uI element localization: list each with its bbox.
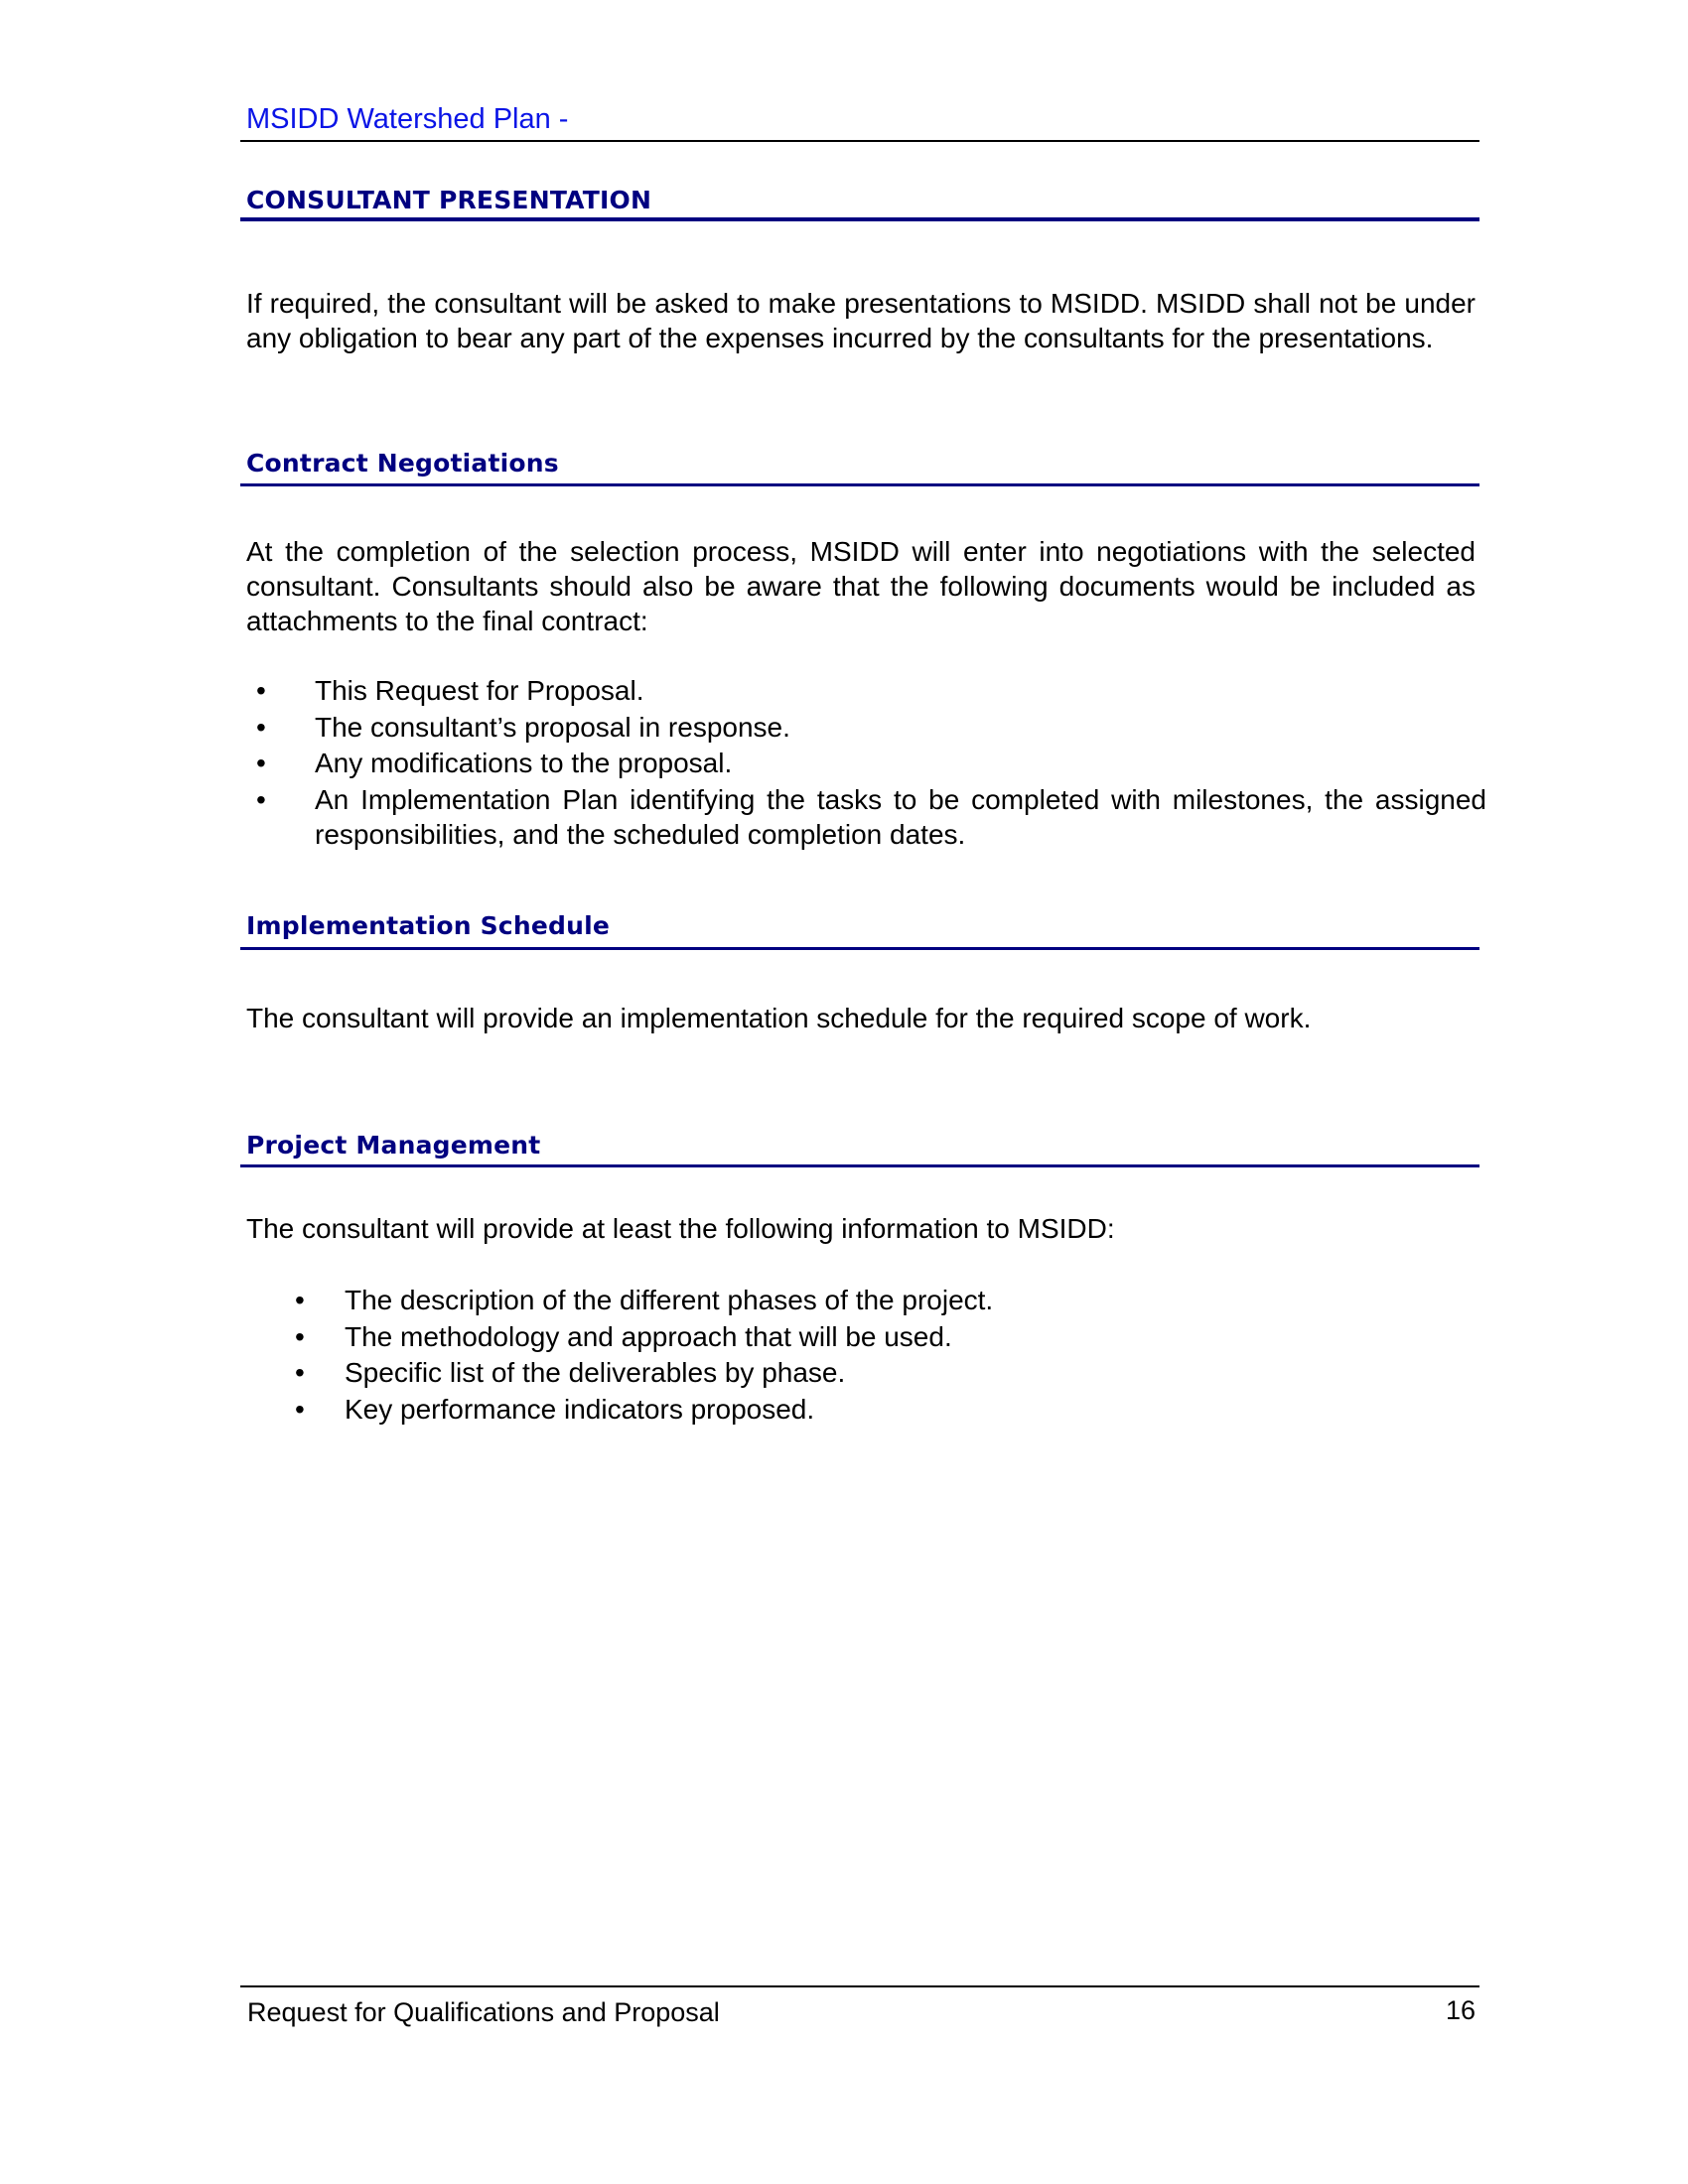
heading-rule bbox=[240, 483, 1479, 486]
bullet-icon: • bbox=[256, 675, 266, 706]
paragraph: The consultant will provide at least the following information to MSIDD: bbox=[246, 1213, 1115, 1244]
list-item: • Key performance indicators proposed. bbox=[295, 1392, 993, 1429]
footer-text: Request for Qualifications and Proposal bbox=[247, 1997, 720, 2027]
list-item: • Any modifications to the proposal. bbox=[256, 746, 1486, 782]
heading-implementation-schedule: Implementation Schedule bbox=[246, 911, 610, 940]
bullet-icon: • bbox=[256, 783, 266, 815]
running-header: MSIDD Watershed Plan - bbox=[246, 103, 569, 135]
heading-consultant-presentation: CONSULTANT PRESENTATION bbox=[246, 186, 652, 214]
heading-project-management: Project Management bbox=[246, 1131, 541, 1160]
list-item: • This Request for Proposal. bbox=[256, 673, 1486, 710]
list-item: • Specific list of the deliverables by phase. bbox=[295, 1355, 993, 1392]
heading-contract-negotiations: Contract Negotiations bbox=[246, 449, 559, 478]
bullet-icon: • bbox=[295, 1393, 305, 1425]
bullet-list bbox=[256, 673, 1486, 852]
paragraph: The consultant will provide an implementation schedule for the required scope of work. bbox=[246, 1003, 1312, 1033]
list-item: • An Implementation Plan identifying the tasks to be completed with milestones, the assigned responsibilities, and the scheduled completion dates. bbox=[256, 783, 1486, 850]
bullet-icon: • bbox=[295, 1285, 305, 1315]
bullet-icon: • bbox=[256, 748, 266, 778]
bullet-icon: • bbox=[295, 1320, 305, 1352]
list-item: • The consultant’s proposal in response. bbox=[256, 710, 1486, 747]
heading-rule bbox=[240, 1164, 1479, 1167]
bullet-list bbox=[295, 1283, 993, 1428]
heading-rule bbox=[240, 947, 1479, 950]
list-item: • The methodology and approach that will be used. bbox=[295, 1319, 993, 1356]
header-rule bbox=[240, 140, 1479, 142]
page-number: 16 bbox=[1445, 1995, 1476, 2025]
bullet-icon: • bbox=[256, 711, 266, 743]
paragraph: If required, the consultant will be asked to make presentations to MSIDD. MSIDD shall not be under any obligation to bear any part of the expenses incurred by the consultants for the presentations. bbox=[246, 288, 1476, 353]
bullet-icon: • bbox=[295, 1357, 305, 1388]
list-item: • The description of the different phases of the project. bbox=[295, 1283, 993, 1319]
footer-rule bbox=[240, 1985, 1479, 1987]
paragraph: At the completion of the selection process, MSIDD will enter into negotiations with the selected consultant. Consultants should also be aware that the following documents would be included as attachments to the final contract: bbox=[246, 536, 1476, 636]
heading-rule bbox=[240, 217, 1479, 221]
